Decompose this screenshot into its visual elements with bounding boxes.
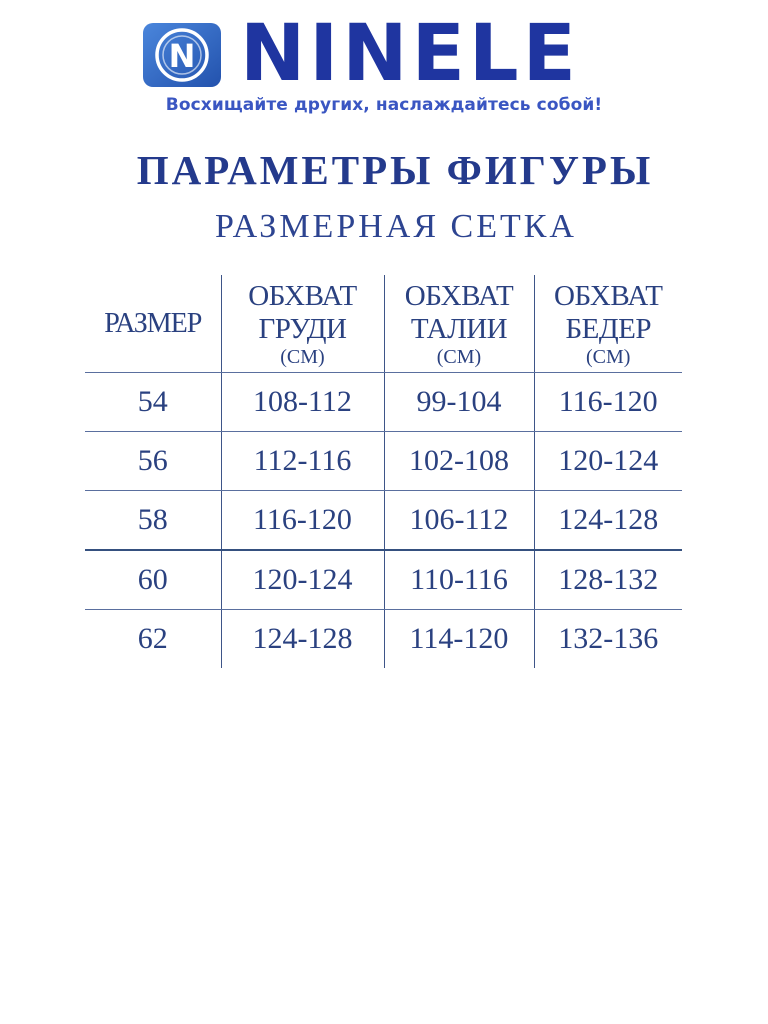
cell-size: 58 (85, 491, 221, 551)
cell-bust: 108-112 (221, 373, 384, 432)
header-hips-unit: (СМ) (586, 345, 631, 368)
cell-waist: 102-108 (384, 432, 534, 491)
cell-hips: 132-136 (534, 610, 682, 669)
brand-wordmark: NINELE (240, 9, 580, 99)
brand-logo (142, 9, 642, 99)
table-row (85, 491, 682, 551)
table-header-row (85, 275, 682, 373)
header-waist-line1: ОБХВАТ (404, 279, 514, 312)
cell-bust: 124-128 (221, 610, 384, 669)
cell-size: 62 (137, 622, 168, 655)
size-chart-table (85, 275, 682, 668)
header-size (85, 275, 221, 373)
cell-waist: 99-104 (384, 373, 534, 432)
header-hips-line1: ОБХВАТ (554, 279, 663, 312)
header-waist-line2: ТАЛИИ (410, 312, 508, 345)
cell-bust: 112-116 (221, 432, 384, 491)
brand-slogan: Восхищайте других, наслаждайтесь собой! (165, 95, 603, 115)
cell-hips: 120-124 (534, 432, 682, 491)
cell-size: 54 (85, 373, 221, 432)
header-bust-line2: ГРУДИ (258, 312, 347, 345)
table-row (85, 610, 682, 669)
header-waist-unit: (СМ) (436, 345, 482, 368)
cell-bust: 120-124 (221, 550, 384, 610)
page-subtitle: РАЗМЕРНАЯ СЕТКА (215, 208, 577, 245)
header-hips-line2: БЕДЕР (565, 312, 651, 345)
header-bust-unit: (СМ) (280, 345, 325, 368)
badge-letter: N (168, 37, 196, 75)
header-hips (534, 275, 682, 373)
table-row (85, 432, 682, 491)
cell-size: 56 (85, 432, 221, 491)
page-title: ПАРАМЕТРЫ ФИГУРЫ (136, 147, 654, 193)
table-row (85, 373, 682, 432)
cell-waist: 114-120 (384, 610, 534, 669)
header-bust (221, 275, 384, 373)
cell-hips: 116-120 (534, 373, 682, 432)
cell-hips: 124-128 (534, 491, 682, 551)
header-waist (384, 275, 534, 373)
cell-hips: 128-132 (534, 550, 682, 610)
header-bust-line1: ОБХВАТ (248, 279, 357, 312)
ninele-badge-icon (142, 22, 222, 88)
cell-size: 60 (85, 550, 221, 610)
header-size-label: РАЗМЕР (104, 308, 202, 339)
cell-waist: 106-112 (384, 491, 534, 551)
table-row (85, 550, 682, 610)
cell-bust: 116-120 (221, 491, 384, 551)
cell-waist: 110-116 (384, 550, 534, 610)
